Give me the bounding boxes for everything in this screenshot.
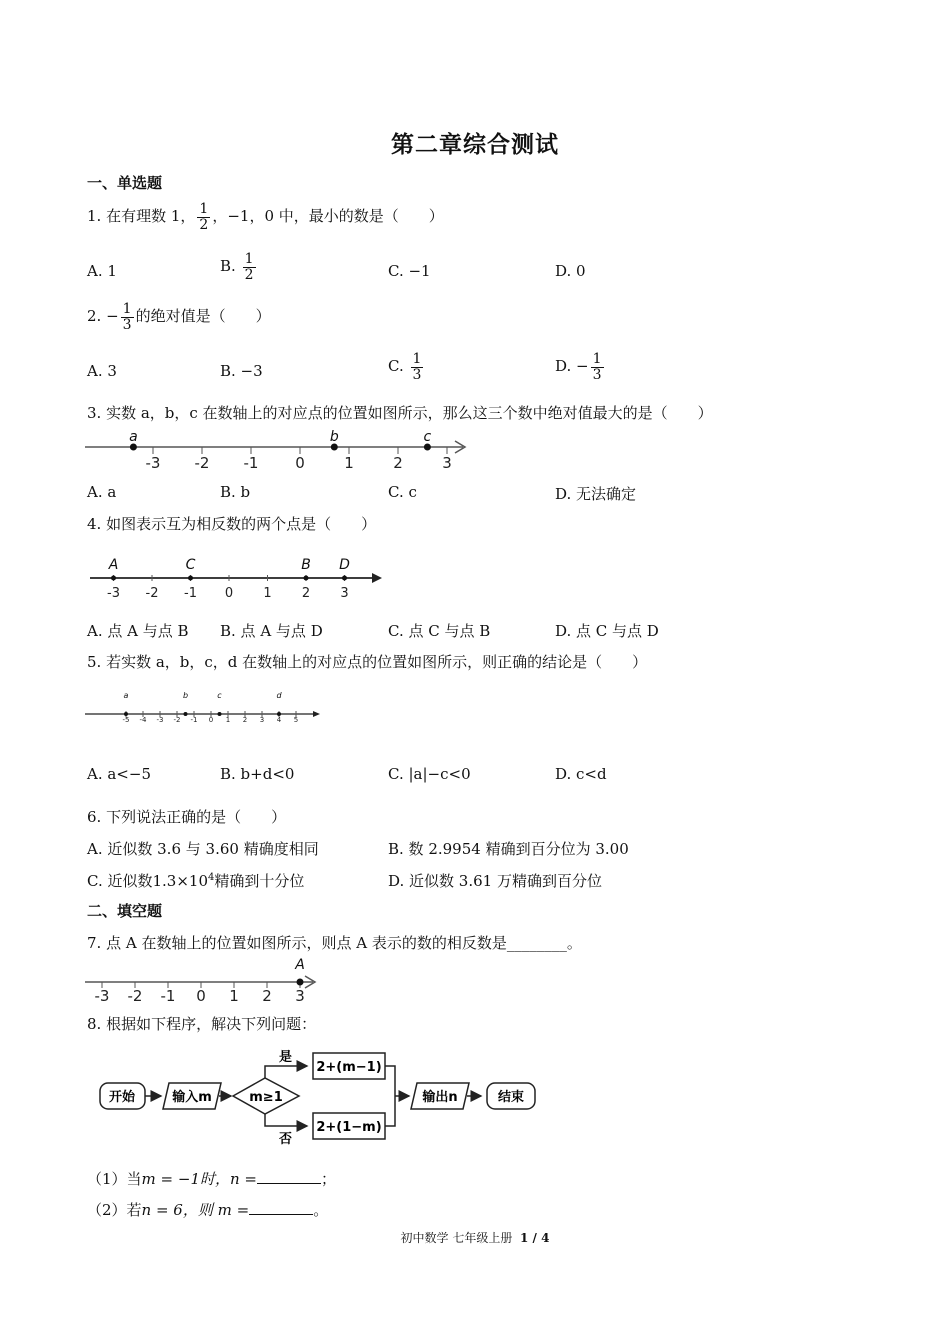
tick-label: 2: [262, 987, 272, 1005]
q6-option-b[interactable]: B. 数 2.9954 精确到百分位为 3.00: [388, 840, 629, 858]
point-label-c: c: [217, 691, 222, 700]
tick-label: 1: [263, 586, 272, 601]
point-label-b: b: [182, 691, 189, 700]
q1-option-b-fraction: $\frac{1}{2}$: [244, 251, 254, 283]
question-7: 7. 点 A 在数轴上的位置如图所示，则点 A 表示的数的相反数是________。: [87, 934, 582, 952]
question-5: 5. 若实数 a，b，c，d 在数轴上的对应点的位置如图所示，则正确的结论是（ ）: [87, 653, 648, 671]
question-8: 8. 根据如下程序，解决下列问题：: [87, 1015, 317, 1033]
q1-stem-pre: 1. 在有理数 1，: [87, 207, 196, 226]
point-C: [188, 576, 193, 581]
point-label-b: b: [329, 429, 339, 445]
point-label-d: d: [276, 691, 282, 700]
tick-label: -2: [194, 454, 210, 472]
tick-label: 4: [276, 716, 282, 724]
tick-label: 3: [259, 716, 265, 724]
question-4: 4. 如图表示互为相反数的两个点是（ ）: [87, 515, 377, 533]
question-6: 6. 下列说法正确的是（ ）: [87, 808, 287, 826]
q8-part-1: （1）当m = −1时，n = ；: [87, 1170, 336, 1188]
point-D: [342, 576, 347, 581]
section-heading-fill-blank: 二、填空题: [87, 902, 163, 920]
point-label-a: a: [129, 429, 138, 445]
q8-part-2-blank[interactable]: [249, 1200, 313, 1215]
page-footer: [0, 1229, 950, 1246]
point-a: [124, 712, 128, 716]
tick-label: -2: [173, 716, 181, 724]
q1-fraction: $\frac{1}{2}$: [199, 201, 209, 233]
tick-label: 3: [295, 987, 305, 1005]
q4-option-b[interactable]: B. 点 A 与点 D: [220, 622, 323, 640]
page-title: 第二章综合测试: [391, 131, 559, 158]
tick-label: 5: [293, 716, 299, 724]
q7-number-line: [85, 955, 325, 1005]
point-label-D: D: [339, 557, 350, 573]
q2-option-a[interactable]: A. 3: [87, 362, 117, 380]
tick-label: 3: [442, 454, 452, 472]
tick-label: -3: [145, 454, 161, 472]
flow-no-expression: 2+(1−m): [316, 1120, 382, 1135]
flow-end-label: 结束: [497, 1090, 525, 1105]
q2-option-d[interactable]: D. − $\frac{1}{3}$: [555, 351, 602, 383]
point-label-B: B: [301, 557, 311, 573]
point-A: [297, 979, 304, 986]
q4-number-line: [90, 553, 385, 603]
q3-option-a[interactable]: A. a: [87, 483, 117, 501]
q4-option-c[interactable]: C. 点 C 与点 B: [388, 622, 491, 640]
tick-label: -3: [107, 586, 120, 601]
tick-label: -1: [160, 987, 176, 1005]
tick-label: 2: [393, 454, 403, 472]
q4-option-d[interactable]: D. 点 C 与点 D: [555, 622, 659, 640]
q1-option-b[interactable]: B. $\frac{1}{2}$: [220, 251, 254, 283]
q3-option-b[interactable]: B. b: [220, 483, 251, 501]
q4-option-a[interactable]: A. 点 A 与点 B: [87, 622, 189, 640]
tick-label: -2: [145, 586, 159, 601]
tick-label: 3: [340, 586, 349, 601]
q8-part-1-blank[interactable]: [257, 1169, 321, 1184]
section-heading-single-choice: 一、单选题: [87, 174, 163, 192]
point-c: [218, 712, 222, 716]
q5-option-c[interactable]: C. |a|−c<0: [388, 765, 471, 783]
point-label-a: a: [123, 691, 129, 700]
q5-number-line: [85, 688, 325, 728]
q1-option-d[interactable]: D. 0: [555, 262, 586, 280]
tick-label: 1: [344, 454, 354, 472]
tick-label: 2: [242, 716, 248, 724]
tick-label: 0: [196, 987, 206, 1005]
point-label-A: A: [108, 557, 119, 573]
q8-part-2: （2）若n = 6，则 m = 。: [87, 1201, 329, 1219]
tick-label: -1: [190, 716, 198, 724]
q2-fraction: $\frac{1}{3}$: [122, 301, 132, 333]
point-B: [304, 576, 309, 581]
q1-stem-post: ，−1，0 中，最小的数是（ ）: [212, 207, 444, 226]
q8-flowchart: [95, 1045, 545, 1150]
tick-label: -1: [243, 454, 259, 472]
q6-option-a[interactable]: A. 近似数 3.6 与 3.60 精确度相同: [87, 840, 319, 858]
tick-label: 1: [225, 716, 231, 724]
question-3: 3. 实数 a，b，c 在数轴上的对应点的位置如图所示，那么这三个数中绝对值最大的是（ ）: [87, 404, 713, 422]
question-2: 2. − $\frac{1}{3}$ 的绝对值是（ ）: [87, 301, 271, 333]
q5-option-b[interactable]: B. b+d<0: [220, 765, 295, 783]
q5-option-d[interactable]: D. c<d: [555, 765, 607, 783]
tick-label: -2: [127, 987, 143, 1005]
tick-label: -3: [156, 716, 164, 724]
tick-label: -5: [122, 716, 130, 724]
tick-label: -4: [139, 716, 147, 724]
point-A: [111, 576, 116, 581]
point-b: [184, 712, 188, 716]
flow-no-label: 否: [279, 1132, 293, 1147]
q6-option-d[interactable]: D. 近似数 3.61 万精确到百分位: [388, 872, 602, 890]
q2-option-c[interactable]: C. $\frac{1}{3}$: [388, 351, 422, 383]
q1-option-a[interactable]: A. 1: [87, 262, 117, 280]
flow-yes-expression: 2+(m−1): [316, 1060, 382, 1075]
point-label-C: C: [185, 557, 196, 573]
tick-label: -3: [94, 987, 110, 1005]
flow-condition-label: m≥1: [249, 1090, 283, 1105]
footer-subject: 初中数学 七年级上册: [400, 1231, 513, 1245]
q3-option-d[interactable]: D. 无法确定: [555, 485, 637, 503]
tick-label: 2: [301, 586, 311, 601]
point-d: [277, 712, 281, 716]
tick-label: -1: [184, 586, 197, 601]
flow-output-label: 输出n: [422, 1090, 458, 1105]
flow-yes-label: 是: [279, 1050, 293, 1065]
tick-label: 1: [229, 987, 239, 1005]
tick-label: 0: [208, 716, 214, 724]
q3-number-line: [85, 425, 475, 473]
question-1: [87, 202, 444, 232]
q1-option-c[interactable]: C. −1: [388, 262, 431, 280]
q5-option-a[interactable]: A. a<−5: [87, 765, 151, 783]
footer-page-number: 1 / 4: [520, 1231, 550, 1245]
tick-label: 0: [295, 454, 305, 472]
q3-option-c[interactable]: C. c: [388, 483, 417, 501]
flow-start-label: 开始: [108, 1090, 136, 1105]
q6-option-c[interactable]: C. 近似数$1.3\times 10^4$精确到十分位: [87, 872, 305, 890]
tick-label: 0: [224, 586, 234, 601]
flow-input-label: 输入m: [172, 1090, 212, 1105]
point-label-c: c: [423, 429, 432, 445]
q2-option-b[interactable]: B. −3: [220, 362, 263, 380]
point-label-A: A: [295, 957, 305, 973]
